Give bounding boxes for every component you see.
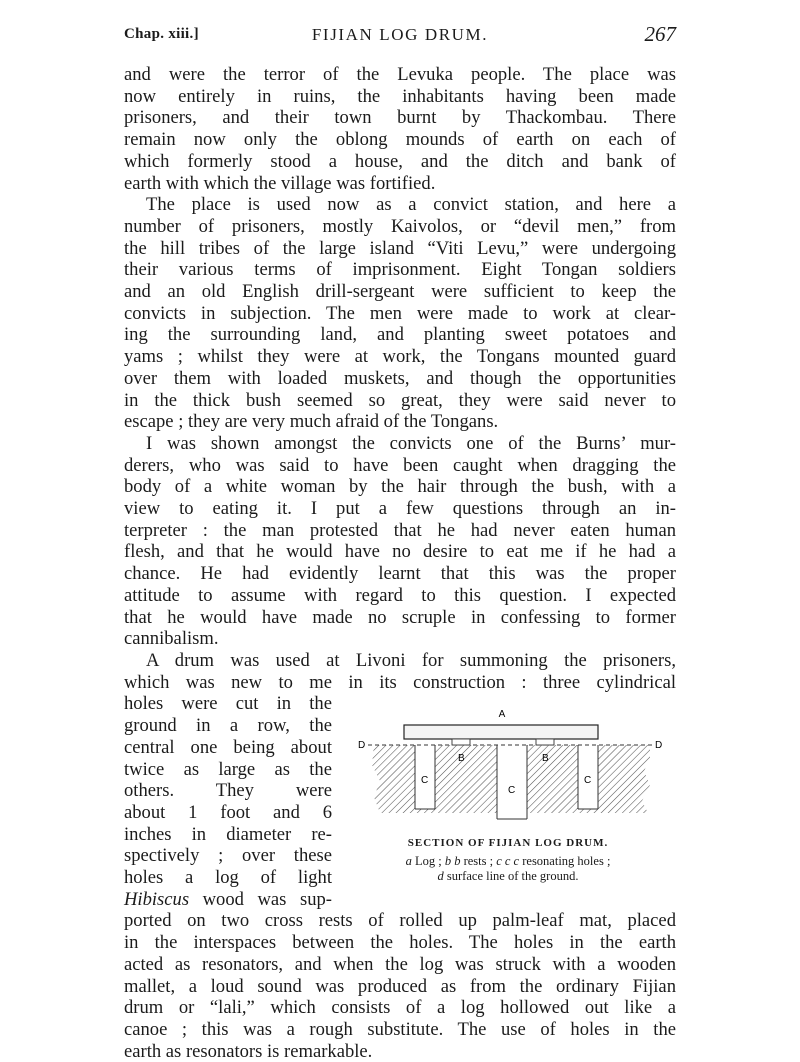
label-c-right: C [584, 775, 592, 787]
chapter-label: Chap. xiii.] [124, 26, 199, 42]
text-line: twice as large as the [124, 758, 332, 780]
text-line: acted as resonators, and when the log was struck with a wooden [124, 953, 676, 975]
text-line: I was shown amongst the convicts one of the Burns’ mur- [146, 432, 676, 454]
text-line: flesh, and that he would have no desire to eat me if he had a [124, 541, 676, 563]
caption-surface: surface line of the ground. [443, 869, 579, 884]
caption-holes: resonating holes ; [519, 854, 611, 869]
text-line: attitude to assume with regard to this question. I expected [124, 584, 676, 606]
text-line: view to eating it. I put a few questions through an in- [124, 498, 676, 520]
page-title: FIJIAN LOG DRUM. [311, 25, 489, 44]
text-line: about 1 foot and 6 [124, 801, 332, 823]
text-line: holes were cut in the [124, 693, 332, 715]
rest-left [452, 739, 470, 745]
label-a: A [498, 709, 506, 721]
text-line: drum or “lali,” which consists of a log hollowed out like a [124, 997, 676, 1019]
text-line: derers, who was said to have been caught when dragging the [124, 454, 676, 476]
text-line: number of prisoners, mostly Kaivolos, or “devil men,” from [124, 215, 676, 237]
drum-figure [352, 693, 676, 889]
label-c-center: C [508, 785, 516, 797]
text-line: in the thick bush seemed so great, they were said never to [124, 389, 676, 411]
label-c-left: C [421, 775, 429, 787]
text-line: yams ; whilst they were at work, the Tongans mounted guard [124, 346, 676, 368]
running-head [124, 22, 676, 48]
text-line: cannibalism. [124, 628, 219, 650]
text-line: and an old English drill-sergeant were sufficient to keep the [124, 281, 676, 303]
text-line: prisoners, and their town burnt by Thackombau. There [124, 107, 676, 129]
text-line [124, 889, 332, 911]
text-line: remain now only the oblong mounds of earth on each of [124, 129, 676, 151]
figure-title: SECTION OF FIJIAN LOG DRUM. [407, 837, 609, 850]
text-line: earth as resonators is remarkable. [124, 1040, 373, 1062]
text-line: ported on two cross rests of rolled up palm-leaf mat, placed [124, 910, 676, 932]
figure-caption-line-2 [352, 866, 664, 888]
text-line: the hill tribes of the large island “Viti Levu,” were undergoing [124, 237, 676, 259]
text-line: which formerly stood a house, and the ditch and bank of [124, 150, 676, 172]
log [404, 725, 598, 739]
text-line: which was new to me in its construction : three cylindrical [124, 671, 676, 693]
label-d-right: D [655, 740, 663, 752]
text-line: others. They were [124, 780, 332, 802]
text-line: canoe ; this was a rough substitute. The use of holes in the [124, 1018, 676, 1040]
text-line: their various terms of imprisonment. Eight Tongan soldiers [124, 259, 676, 281]
text-line: holes a log of light [124, 867, 332, 889]
text-line: central one being about [124, 736, 332, 758]
caption-a: a [405, 854, 412, 869]
text-line: earth with which the village was fortified. [124, 172, 436, 194]
text-line: body of a white woman by the hair through the bush, with a [124, 476, 676, 498]
text-line: chance. He had evidently learnt that this was the proper [124, 563, 676, 585]
figure-wrap-block [124, 693, 676, 910]
caption-rests: rests ; [460, 854, 497, 869]
text-line: terpreter : the man protested that he had never eaten human [124, 519, 676, 541]
text-line: mallet, a loud sound was produced as from the ordinary Fijian [124, 975, 676, 997]
text-line: escape ; they are very much afraid of the Tongans. [124, 411, 499, 433]
rest-right [536, 739, 554, 745]
text-line: over them with loaded muskets, and though the opportunities [124, 367, 676, 389]
text-line: in the interspaces between the holes. The holes in the earth [124, 932, 676, 954]
label-b-left: B [458, 753, 465, 765]
text-line: that he would have made no scruple in confessing to former [124, 606, 676, 628]
caption-bb: b b [444, 854, 461, 869]
hibiscus-word: Hibiscus [124, 888, 190, 910]
text-line: ing the surrounding land, and planting sweet potatoes and [124, 324, 676, 346]
ground-section [372, 741, 650, 819]
text-line: convicts in subjection. The men were made to work at clear- [124, 302, 676, 324]
narrow-column [124, 693, 332, 910]
text-line: and were the terror of the Levuka people. The place was [124, 64, 676, 85]
text-line: inches in diameter re- [124, 823, 332, 845]
page-number: 267 [644, 22, 676, 46]
body-text [124, 64, 676, 1062]
hibiscus-rest: wood was sup- [189, 888, 332, 910]
text-line: ground in a row, the [124, 715, 332, 737]
text-line: spectively ; over these [124, 845, 332, 867]
caption-ccc: c c c [496, 854, 520, 869]
caption-log: Log ; [411, 854, 445, 869]
label-b-right: B [542, 753, 549, 765]
text-line: now entirely in ruins, the inhabitants having been made [124, 85, 676, 107]
label-d-left: D [358, 740, 366, 752]
drum-section-diagram [352, 701, 668, 829]
text-line: The place is used now as a convict station, and here a [146, 194, 676, 216]
caption-d: d [437, 869, 444, 884]
text-line: A drum was used at Livoni for summoning the prisoners, [146, 649, 676, 671]
